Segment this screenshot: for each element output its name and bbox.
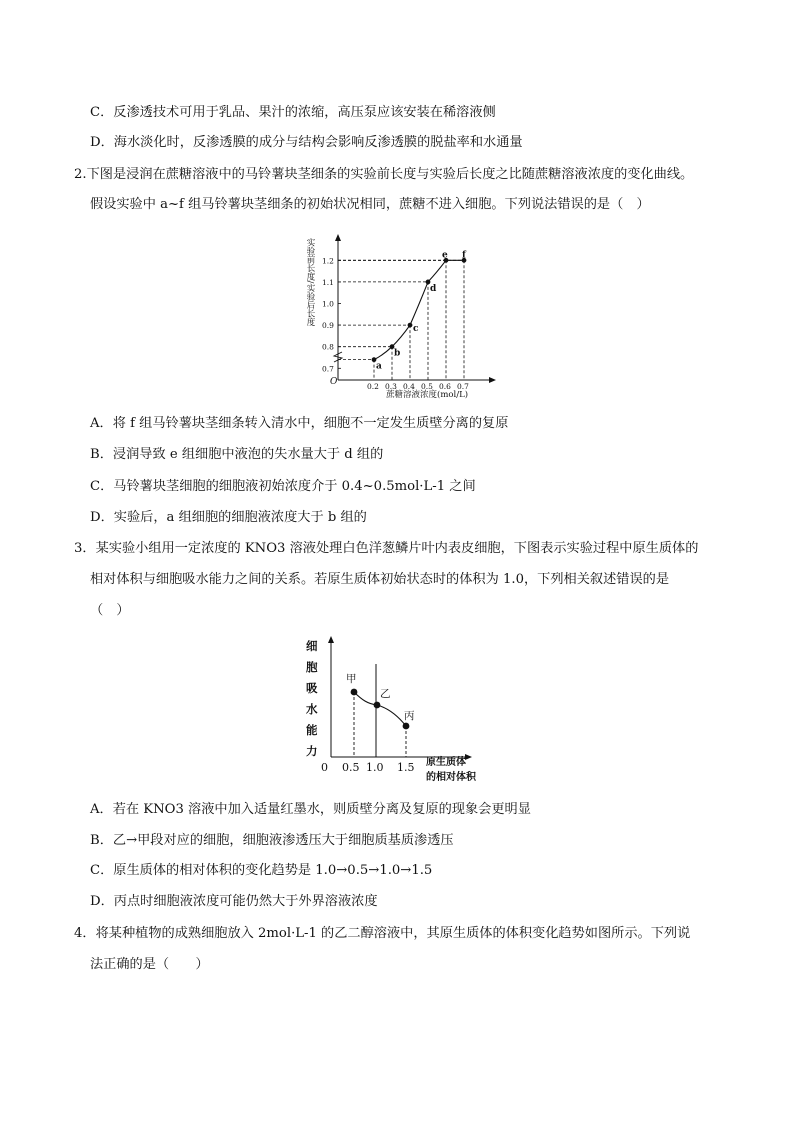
x-tick-label: 0.2 (367, 382, 379, 391)
q3-option-d: D．丙点时细胞液浓度可能仍然大于外界溶液浓度 (90, 894, 378, 909)
point-c (408, 323, 413, 328)
q2-option-c: C．马铃薯块茎细胞的细胞液初始浓度介于 0.4~0.5mol·L-1 之间 (90, 479, 476, 494)
q3-stem-line2: 相对体积与细胞吸水能力之间的关系。若原生质体初始状态时的体积为 1.0，下列相关叙述错误的是 (90, 572, 670, 587)
point-label-b: b (394, 348, 401, 359)
q2-option-b: B．浸润导致 e 组细胞中液泡的失水量大于 d 组的 (90, 447, 384, 462)
q3-chart (300, 634, 500, 794)
q2-option-a: A．将 f 组马铃薯块茎细条转入清水中，细胞不一定发生质壁分离的复原 (90, 416, 509, 431)
x-tick-label: 0.3 (385, 382, 397, 391)
label-bing: 丙 (404, 710, 415, 722)
q3-option-c: C．原生质体的相对体积的变化趋势是 1.0→0.5→1.0→1.5 (90, 863, 433, 878)
q3-stem-line3: （ ） (90, 603, 130, 618)
q2-stem-line2: 假设实验中 a~f 组马铃薯块茎细条的初始状况相同，蔗糖不进入细胞。下列说法错误的是（ ） (90, 197, 650, 212)
y-axis-label: 实验前长度/实验后长度 (305, 238, 315, 326)
x-tick-1-0: 1.0 (366, 761, 384, 774)
q3-option-a: A．若在 KNO3 溶液中加入适量红墨水，则质壁分离及复原的现象会更明显 (90, 802, 531, 817)
label-yi: 乙 (380, 688, 391, 700)
point-label-f: f (462, 250, 466, 261)
q2-chart (300, 232, 500, 402)
point-label-d: d (430, 283, 437, 294)
x-tick-label: 0.4 (403, 382, 415, 391)
q3-stem-line1: 3．某实验小组用一定浓度的 KNO3 溶液处理白色洋葱鳞片叶内表皮细胞，下图表示实验过程中原生质体的 (74, 541, 699, 556)
y-tick-label: 0.7 (322, 364, 334, 374)
x-tick-label: 0.6 (439, 382, 451, 391)
point-label-a: a (376, 361, 382, 372)
y-tick-label: 1.0 (322, 299, 334, 309)
q1-option-d: D．海水淡化时，反渗透膜的成分与结构会影响反渗透膜的脱盐率和水通量 (90, 135, 523, 150)
y-axis-label-char: 力 (306, 744, 318, 758)
x-tick-label: 0.7 (457, 382, 469, 391)
y-axis-label-char: 胞 (306, 660, 318, 674)
y-axis-label-char: 细 (306, 639, 318, 653)
q2-option-d: D．实验后，a 组细胞的细胞液浓度大于 b 组的 (90, 510, 367, 525)
x-axis-label-line2: 的相对体积 (426, 772, 476, 783)
q2-stem-line1: 2.下图是浸润在蔗糖溶液中的马铃薯块茎细条的实验前长度与实验后长度之比随蔗糖溶液浓度的变化曲线。 (74, 167, 694, 182)
axis-break-mark (334, 352, 342, 362)
x-tick-1-5: 1.5 (397, 761, 415, 774)
point-label-c: c (413, 324, 419, 335)
label-jia: 甲 (346, 673, 357, 685)
point-label-e: e (442, 250, 448, 261)
y-axis-label-char: 能 (306, 723, 318, 737)
q4-stem-line2: 法正确的是（ ） (90, 957, 209, 972)
y-tick-label: 0.9 (322, 321, 334, 331)
x-axis-label-line1: 原生质体 (426, 757, 466, 768)
y-tick-label: 1.2 (322, 256, 334, 266)
y-tick-label: 0.8 (322, 342, 334, 352)
origin-label: O (330, 377, 338, 387)
q3-option-b: B．乙→甲段对应的细胞，细胞液渗透压大于细胞质基质渗透压 (90, 833, 454, 848)
x-tick-label: 0.5 (421, 382, 433, 391)
point-bing (403, 723, 410, 730)
origin-label: 0 (321, 761, 328, 774)
q1-option-c: C．反渗透技术可用于乳品、果汁的浓缩，高压泵应该安装在稀溶液侧 (90, 105, 496, 120)
y-axis-label-char: 水 (306, 702, 318, 716)
x-tick-0-5: 0.5 (342, 761, 360, 774)
y-axis-label-char: 吸 (306, 681, 318, 695)
point-jia (351, 689, 358, 696)
q4-stem-line1: 4．将某种植物的成熟细胞放入 2mol·L-1 的乙二醇溶液中，其原生质体的体积变化趋势如图所示。下列说 (74, 926, 691, 941)
y-tick-label: 1.1 (322, 277, 334, 287)
point-yi (374, 702, 381, 709)
curve (374, 260, 464, 359)
x-axis-label: 蔗糖溶液浓度(mol/L) (386, 390, 469, 400)
